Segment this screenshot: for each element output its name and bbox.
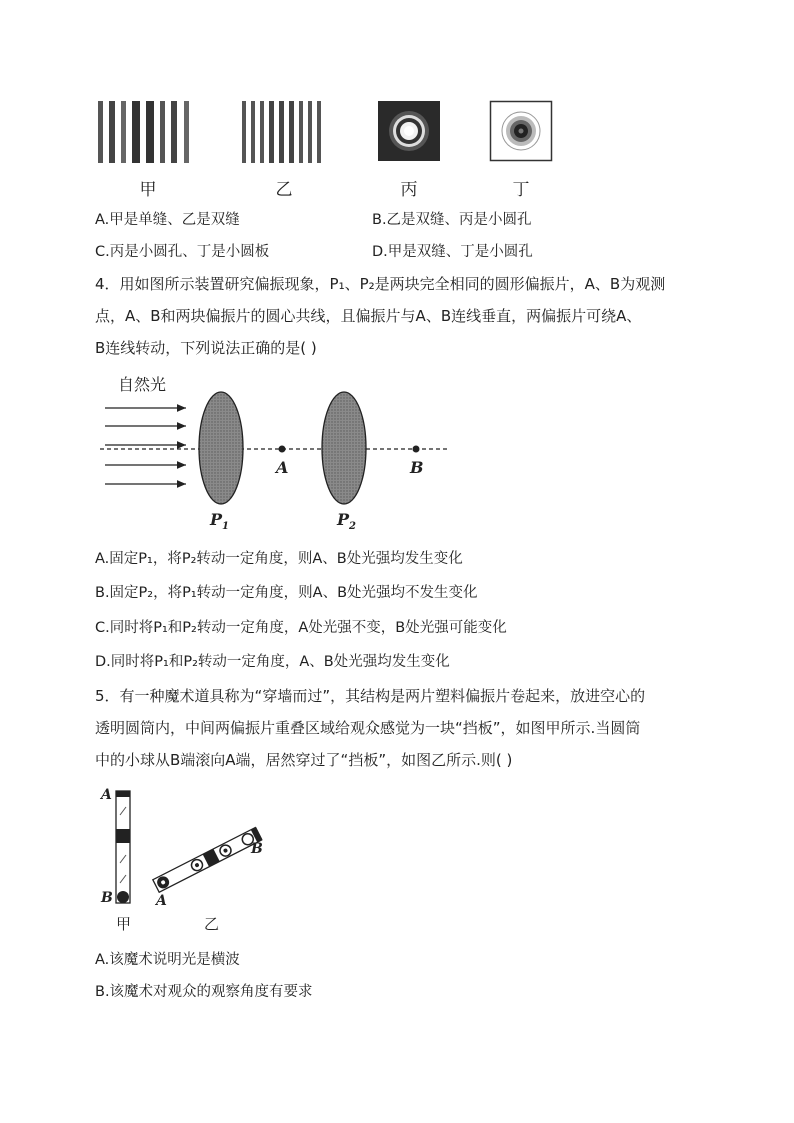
yi-caption: 乙 [204, 915, 220, 933]
q4-stem-line-3: B连线转动，下列说法正确的是( ) [95, 339, 317, 357]
pattern-jia [96, 101, 196, 163]
q3-option-a[interactable]: A.甲是单缝、乙是双缝 [95, 212, 240, 228]
jia-end-a-label: A [101, 787, 112, 803]
q4-option-a[interactable]: A.固定P₁，将P₂转动一定角度，则A、B处光强均发生变化 [95, 551, 463, 567]
point-a-label: A [276, 458, 289, 477]
single-slit-pattern-graphic [96, 101, 196, 163]
q5-option-a[interactable]: A.该魔术说明光是横波 [95, 952, 240, 968]
q5-option-b[interactable]: B.该魔术对观众的观察角度有要求 [95, 984, 313, 1000]
q4-option-d[interactable]: D.同时将P₁和P₂转动一定角度，A、B处光强均发生变化 [95, 654, 450, 670]
q3-option-c[interactable]: C.丙是小圆孔、丁是小圆板 [95, 244, 270, 260]
yi-end-a-label: A [156, 893, 167, 909]
caption-jia: 甲 [139, 180, 157, 200]
natural-light-label: 自然光 [118, 375, 167, 394]
q4-option-b[interactable]: B.固定P₂，将P₁转动一定角度，则A、B处光强均不发生变化 [95, 585, 478, 601]
jia-end-b-label: B [101, 890, 113, 906]
small-disk-pattern-graphic [490, 101, 552, 161]
point-b-label: B [410, 458, 424, 477]
double-slit-pattern-graphic [242, 101, 324, 163]
q5-stem-line-3: 中的小球从B端滚向A端，居然穿过了“挡板”，如图乙所示.则( ) [95, 751, 513, 769]
polarization-figure [100, 370, 460, 535]
caption-ding: 丁 [512, 180, 530, 200]
q4-stem-line-2: 点，A、B和两块偏振片的圆心共线，且偏振片与A、B连线垂直，两偏振片可绕A、 [95, 307, 642, 325]
q4-stem-line-1: 4．用如图所示装置研究偏振现象，P₁、P₂是两块完全相同的圆形偏振片，A、B为观测 [95, 275, 666, 293]
yi-end-b-label: B [251, 841, 263, 857]
magic-tube-figure [98, 785, 278, 935]
pattern-bing [378, 101, 440, 161]
q4-option-c[interactable]: C.同时将P₁和P₂转动一定角度，A处光强不变，B处光强可能变化 [95, 620, 507, 636]
small-hole-pattern-graphic [378, 101, 440, 161]
jia-caption: 甲 [116, 915, 132, 933]
p1-label: $P_1$ [210, 510, 229, 533]
pattern-ding [490, 101, 552, 161]
q5-stem-line-2: 透明圆筒内，中间两偏振片重叠区域给观众感觉为一块“挡板”，如图甲所示.当圆筒 [95, 719, 641, 737]
caption-yi: 乙 [275, 180, 293, 200]
q3-option-d[interactable]: D.甲是双缝、丁是小圆孔 [372, 244, 533, 260]
pattern-yi [242, 101, 324, 163]
q5-stem-line-1: 5．有一种魔术道具称为“穿墙而过”，其结构是两片塑料偏振片卷起来，放进空心的 [95, 687, 646, 705]
caption-bing: 丙 [400, 180, 418, 200]
q3-option-b[interactable]: B.乙是双缝、丙是小圆孔 [372, 212, 532, 228]
p2-label: $P_2$ [337, 510, 356, 533]
